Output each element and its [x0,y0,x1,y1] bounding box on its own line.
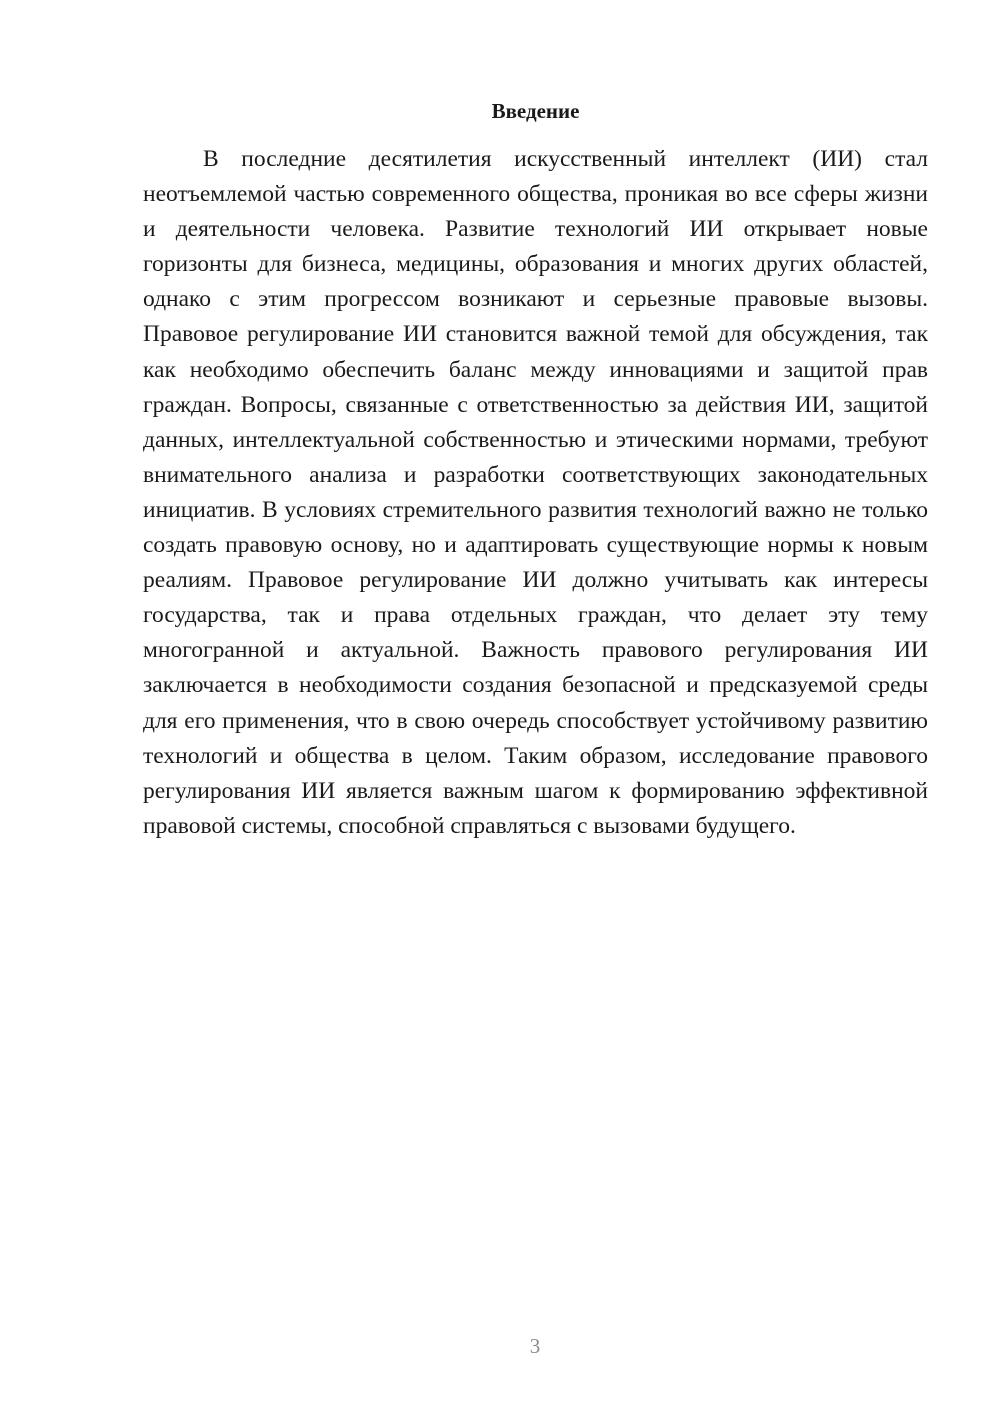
page-number: 3 [529,1334,541,1358]
body-paragraph: В последние десятилетия искусственный интеллект (ИИ) стал неотъемлемой частью современного общества, проникая во все сферы жизни и деятельности человека. Развитие технологий ИИ открывает новые горизонты для бизнеса, медицины, образования и многих других областей, однако с этим прогрессом возникают и серьезные правовые вызовы. Правовое регулирование ИИ становится важной темой для обсуждения, так как необходимо обеспечить баланс между инновациями и защитой прав граждан. Вопросы, связанные с ответственностью за действия ИИ, защитой данных, интеллектуальной собственностью и этическими нормами, требуют внимательного анализа и разработки соответствующих законодательных инициатив. В условиях стремительного развития технологий важно не только создать правовую основу, но и адаптировать существующие нормы к новым реалиям. Правовое регулирование ИИ должно учитывать как интересы государства, так и права отдельных граждан, что делает эту тему многогранной и актуальной. Важность правового регулирования ИИ заключается в необходимости создания безопасной и предсказуемой среды для его применения, что в свою очередь способствует устойчивому развитию технологий и общества в целом. Таким образом, исследование правового регулирования ИИ является важным шагом к формированию эффективной правовой системы, способной справляться с вызовами будущего. [143,146,928,839]
section-heading: Введение [491,99,580,123]
